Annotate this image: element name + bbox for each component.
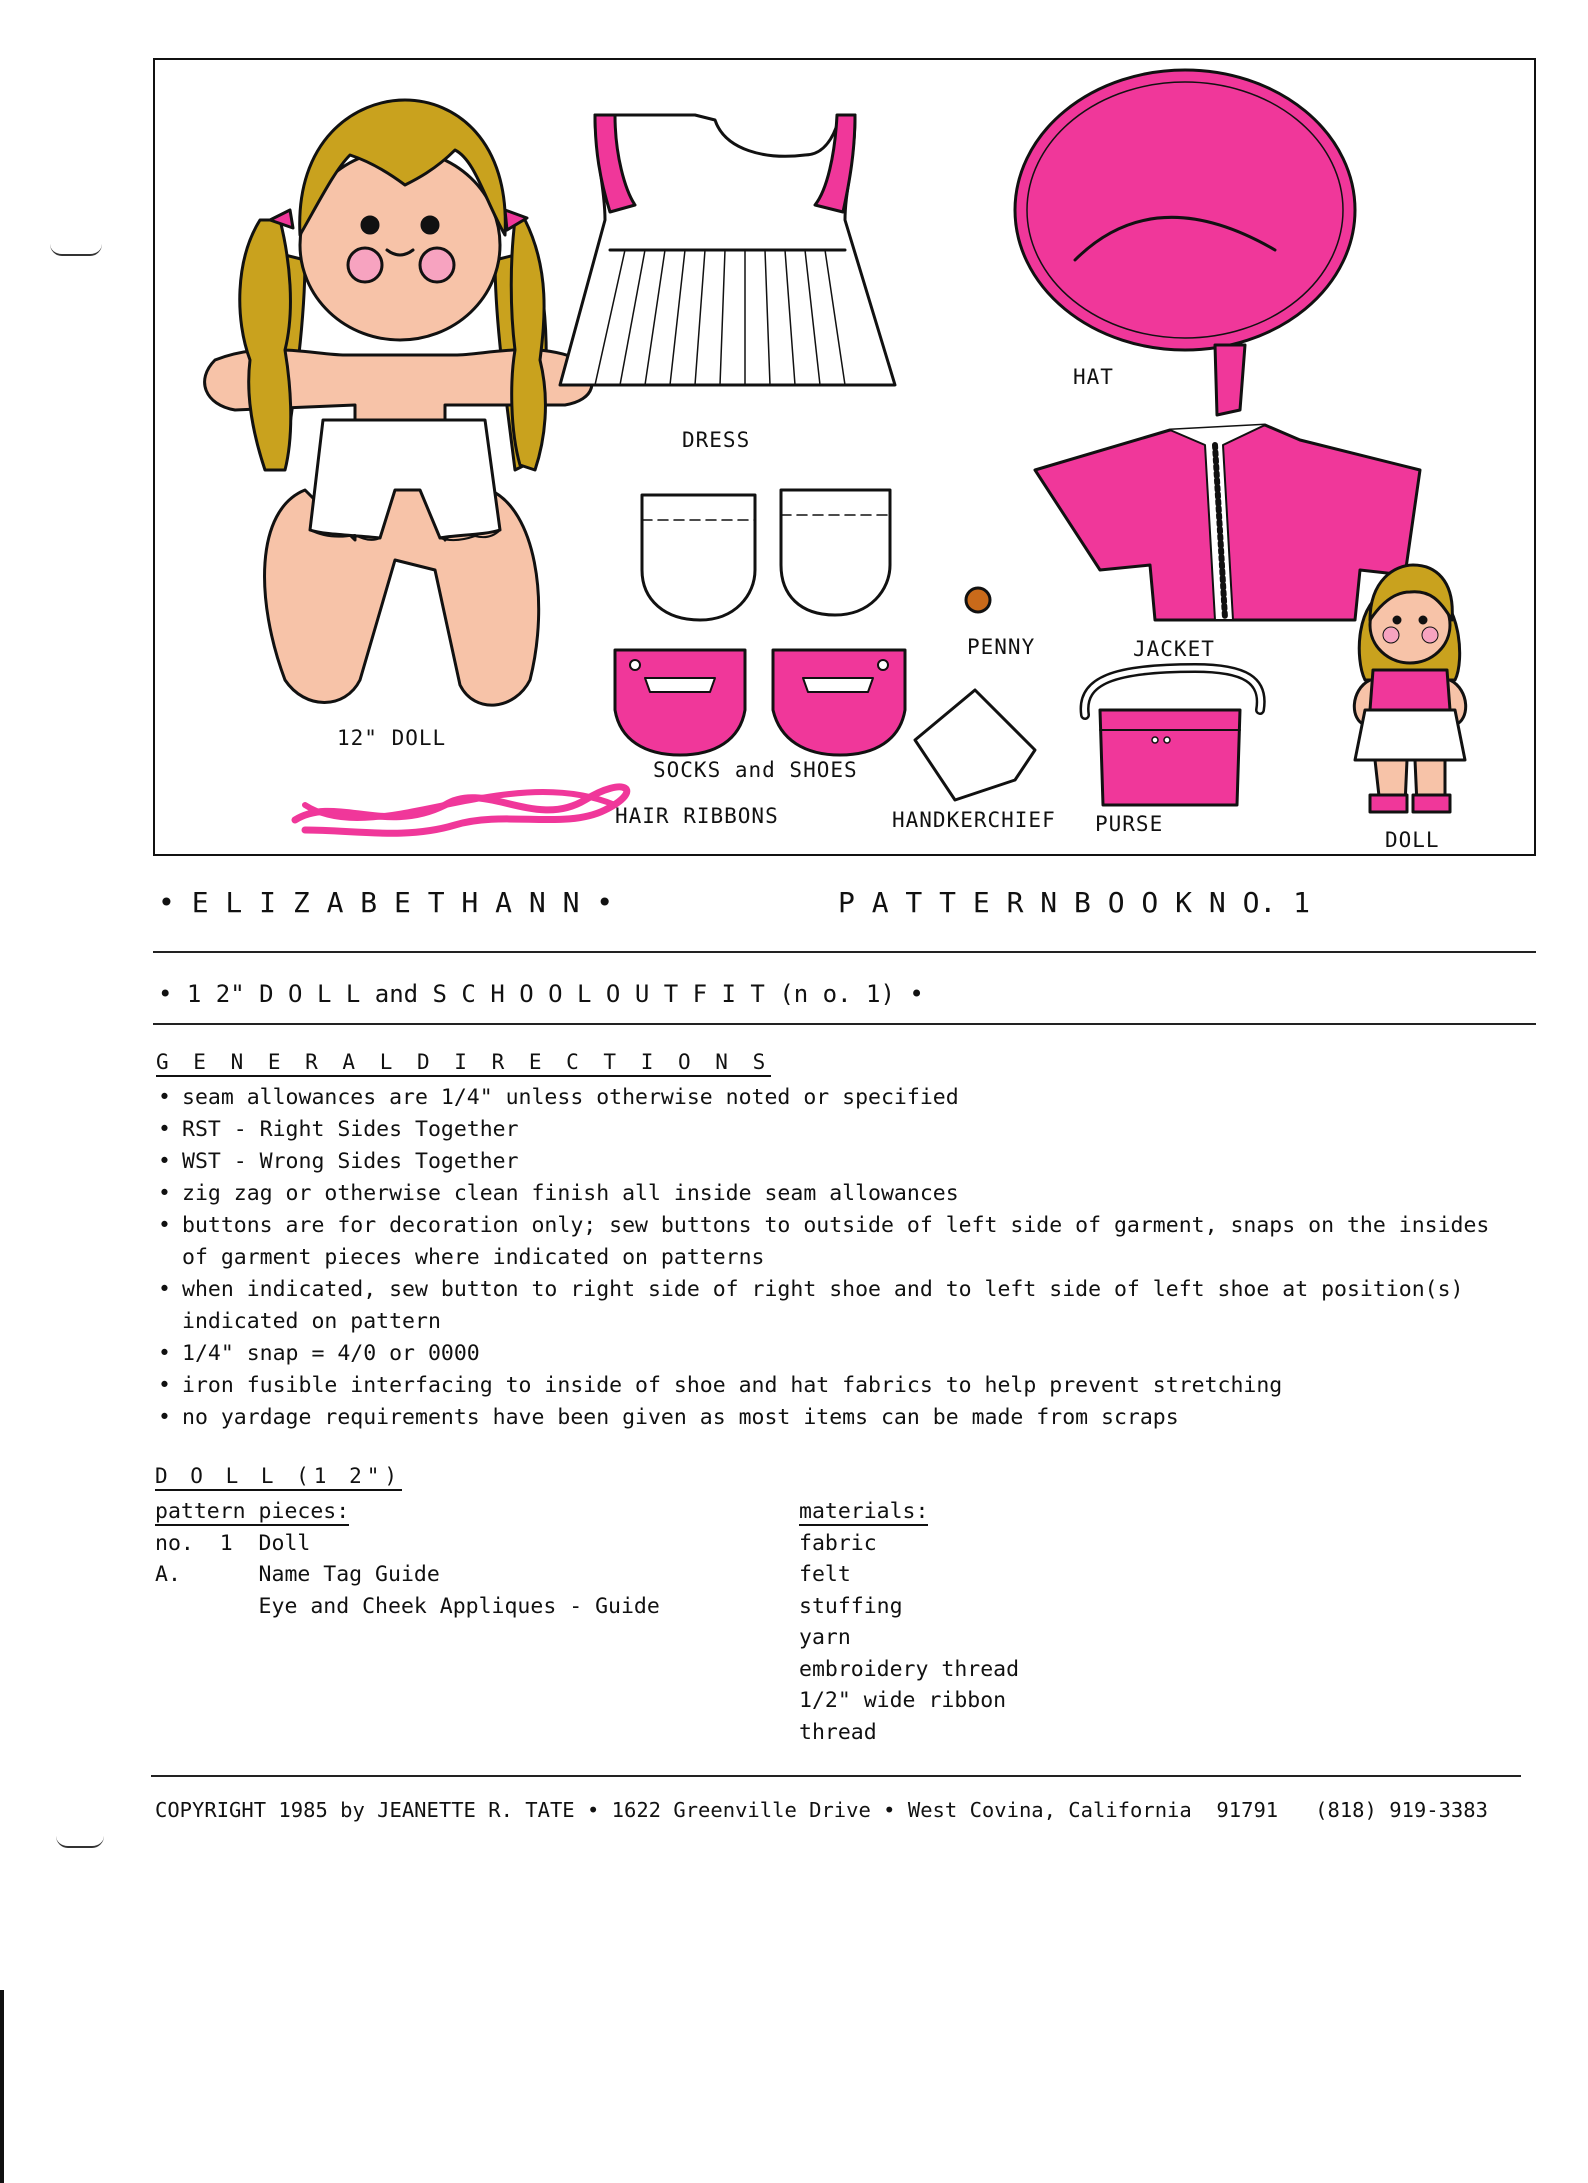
title-right: P A T T E R N B O O K N O. 1 [838,886,1311,919]
binder-hole-mark-top [50,244,102,256]
label-small-doll: DOLL [1385,828,1440,852]
penny-illustration [966,588,990,612]
dress-illustration [560,115,895,385]
handkerchief-illustration [915,690,1035,800]
direction-item: • when indicated, sew button to right side of right shoe and to left side of left shoe at position(s) indicated on pattern [158,1274,1518,1338]
direction-item: • no yardage requirements have been given as most items can be made from scraps [158,1402,1518,1434]
shoes-illustration [615,650,905,755]
doll-section-heading: D O L L (1 2") [155,1464,402,1491]
title-rule [153,951,1536,953]
binder-hole-mark-bottom [56,1836,104,1848]
subtitle-rule [153,1023,1536,1025]
title-left: • E L I Z A B E T H A N N • [158,886,614,919]
label-purse: PURSE [1095,812,1164,836]
general-directions-list [158,1082,1518,1434]
material-item: fabric [799,1530,877,1556]
pattern-pieces-label: pattern pieces: [155,1499,350,1524]
label-dress: DRESS [682,428,751,452]
material-item: felt [799,1562,851,1587]
jacket-illustration [1035,425,1420,620]
pattern-piece-item: A. Name Tag Guide [155,1562,440,1587]
scan-edge-shadow [0,1990,4,2183]
hat-illustration [1015,70,1355,415]
direction-item: • RST - Right Sides Together [158,1114,1518,1146]
material-item: stuffing [799,1593,903,1619]
socks-illustration [642,490,890,620]
doll-illustration [205,100,592,705]
material-item: embroidery thread [799,1656,1020,1682]
direction-item: • WST - Wrong Sides Together [158,1146,1518,1178]
label-jacket: JACKET [1133,637,1215,661]
pattern-piece-item: Eye and Cheek Appliques - Guide [155,1593,660,1619]
pattern-piece-item: no. 1 Doll [155,1530,311,1556]
direction-item: • seam allowances are 1/4" unless otherwise noted or specified [158,1082,1518,1114]
direction-item: • buttons are for decoration only; sew buttons to outside of left side of garment, snaps on the insides of garment pieces where indicated on patterns [158,1210,1518,1274]
illustration-panel [153,58,1536,856]
footer-rule [151,1775,1521,1777]
subtitle: • 1 2" D O L L and S C H O O L O U T F I T (n o. 1) • [158,980,924,1008]
materials-column [799,1496,1019,1748]
material-item: 1/2" wide ribbon [799,1688,1007,1713]
purse-illustration [1085,668,1261,805]
label-handkerchief: HANDKERCHIEF [892,808,1056,832]
label-socks-shoes: SOCKS and SHOES [653,758,858,782]
materials-label: materials: [799,1499,929,1524]
direction-item: • zig zag or otherwise clean finish all inside seam allowances [158,1178,1518,1210]
general-directions-heading: G E N E R A L D I R E C T I O N S [156,1050,771,1077]
copyright: COPYRIGHT 1985 by JEANETTE R. TATE • 1622 Greenville Drive • West Covina, California 91791 (818) 919-3383 [155,1798,1488,1822]
pattern-pieces-column [155,1496,660,1622]
hair-ribbons-illustration [295,787,627,833]
small-doll-illustration [1354,565,1465,812]
material-item: yarn [799,1625,851,1650]
direction-item: • 1/4" snap = 4/0 or 0000 [158,1338,1518,1370]
material-item: thread [799,1719,877,1745]
label-hair-ribbons: HAIR RIBBONS [615,804,779,828]
label-penny: PENNY [967,635,1036,659]
direction-item: • iron fusible interfacing to inside of shoe and hat fabrics to help prevent stretching [158,1370,1518,1402]
label-hat: HAT [1073,365,1114,389]
label-doll: 12" DOLL [337,726,447,750]
